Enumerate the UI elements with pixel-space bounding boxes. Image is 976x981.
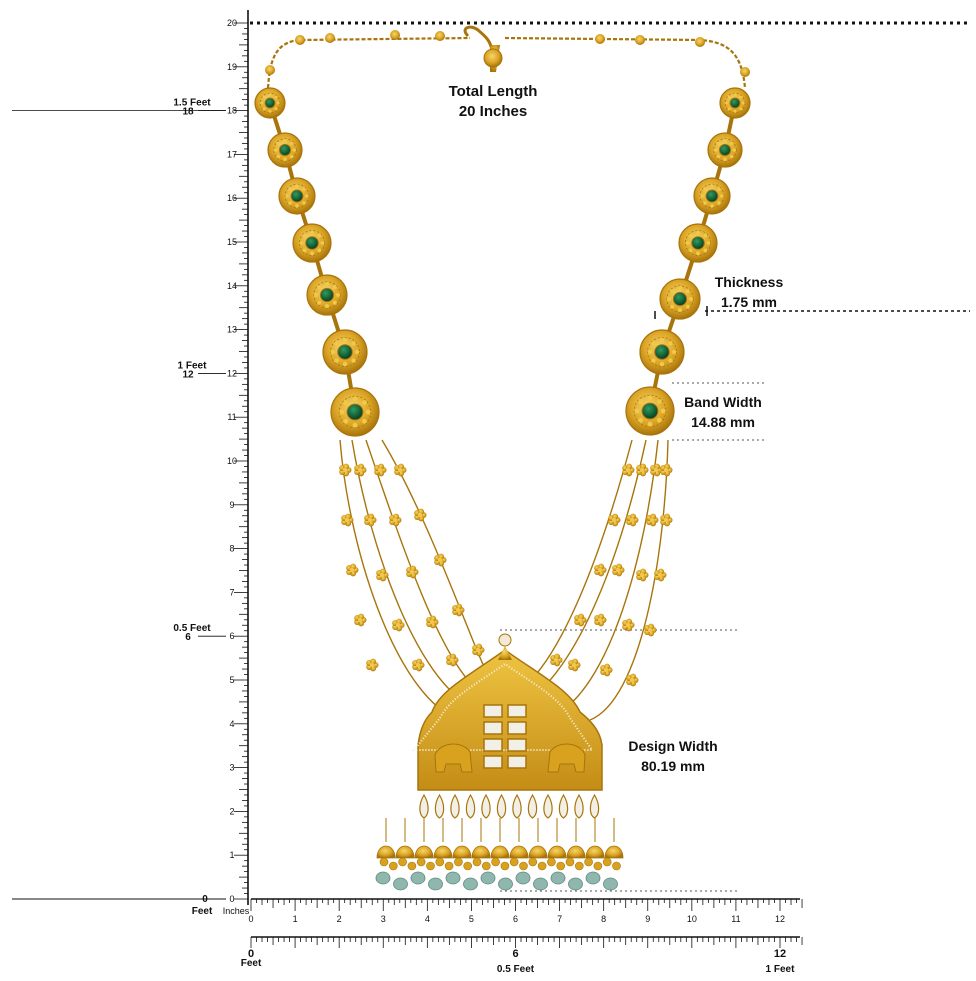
gold-bead-cluster (585, 858, 593, 866)
flower-bead (646, 514, 658, 527)
ghungroo-bell (472, 846, 490, 858)
left-inches-word: Inches (222, 906, 250, 916)
gold-bead-cluster (492, 858, 500, 866)
left-ruler-inch-label: 8 (229, 543, 235, 554)
left-ruler-inch-label: 3 (229, 762, 235, 773)
left-ruler-inch-label: 17 (226, 149, 238, 160)
flower-bead (650, 464, 662, 477)
left-ruler-inch-label: 1 (229, 850, 235, 861)
emerald-stone (655, 345, 670, 360)
pendant-top-pearl (499, 634, 511, 646)
thickness-label: Thickness 1.75 mm (714, 274, 784, 310)
left-ruler-inch-label: 19 (226, 61, 238, 72)
left-ruler-feet-value: 12 (182, 369, 194, 381)
kundan-teardrop (451, 795, 459, 818)
emerald-medallion (720, 88, 750, 118)
left-ruler-feet-value: 6 (185, 632, 191, 644)
aqua-drop-bead (551, 872, 565, 884)
flower-bead (626, 514, 638, 527)
flower-bead (394, 464, 406, 477)
flower-bead (594, 564, 606, 577)
bottom-feet-label: 6 (512, 948, 519, 960)
left-ruler-inch-label: 2 (229, 806, 235, 817)
gold-bead-cluster (529, 858, 537, 866)
bottom-half-foot: 0.5 Feet (496, 964, 535, 975)
emerald-medallion (293, 224, 331, 262)
kundan-stone (484, 722, 502, 734)
chain-flower-bead (740, 67, 750, 77)
left-ruler-inch-label: 0 (229, 894, 235, 904)
flower-bead (339, 464, 351, 477)
bottom-ruler-inch-label: 9 (645, 914, 651, 924)
kundan-stone (508, 756, 526, 768)
kundan-stone (508, 739, 526, 751)
left-feet-word: Feet (191, 906, 213, 917)
hook-clasp (465, 27, 492, 50)
emerald-medallion (323, 330, 367, 374)
bottom-ruler-inch-label: 3 (380, 914, 386, 924)
emerald-stone (642, 403, 658, 419)
gold-bead-cluster (436, 858, 444, 866)
ghungroo-bell (434, 846, 452, 858)
emerald-stone (730, 98, 740, 108)
gold-bead-cluster (557, 862, 565, 870)
flower-bead (364, 514, 376, 527)
kundan-teardrop (420, 795, 428, 818)
ghungroo-bell (548, 846, 566, 858)
emerald-medallion (255, 88, 285, 118)
flower-bead (626, 674, 638, 687)
gold-bead-cluster (445, 862, 453, 870)
emerald-medallion (279, 178, 315, 214)
kundan-teardrop (559, 795, 567, 818)
emerald-stone (719, 144, 730, 155)
emerald-stone (320, 288, 333, 301)
left-ruler-inch-label: 13 (226, 324, 238, 335)
flower-bead (574, 614, 586, 627)
emerald-stone (306, 237, 319, 250)
emerald-medallion (331, 388, 379, 436)
flower-bead (568, 659, 580, 672)
kundan-stone (508, 705, 526, 717)
chain-flower-bead (595, 34, 605, 44)
aqua-drop-bead (481, 872, 495, 884)
chain-flower-bead (295, 35, 305, 45)
clasp-charm-disc (484, 49, 502, 67)
flower-bead (660, 514, 672, 527)
aqua-drop-bead (516, 872, 530, 884)
ghungroo-bell (396, 846, 414, 858)
total-length-label: Total Length 20 Inches (448, 83, 538, 120)
left-ruler-inch-label: 6 (229, 631, 235, 642)
aqua-drop-bead (586, 872, 600, 884)
ghungroo-bell (491, 846, 509, 858)
gold-bead-cluster (501, 862, 509, 870)
left-ruler-inch-label: 20 (226, 18, 238, 28)
left-ruler-feet-label: 0.5 Feet (173, 623, 211, 635)
flower-bead (389, 514, 401, 527)
left-ruler-feet-label: 1 Feet (177, 360, 207, 372)
ghungroo-bell (453, 846, 471, 858)
left-ruler-inch-label: 5 (229, 675, 235, 685)
flower-bead (412, 659, 424, 672)
flower-bead (414, 509, 426, 522)
ghungroo-bell (415, 846, 433, 858)
left-ruler-feet-label: 1.5 Feet (173, 97, 211, 109)
kundan-teardrop (466, 795, 474, 818)
bottom-ruler-inch-label: 6 (512, 914, 519, 924)
chain-flower-bead (265, 65, 275, 75)
bottom-ruler-inch-label: 12 (774, 914, 786, 924)
aqua-drop-bead (394, 878, 408, 890)
left-ruler-inch-label: 4 (229, 718, 235, 729)
emerald-medallion (307, 275, 347, 315)
flower-bead (622, 619, 634, 632)
chain-flower-bead (635, 35, 645, 45)
flower-bead (612, 564, 624, 577)
gold-bead-cluster (613, 862, 621, 870)
gold-bead-cluster (566, 858, 574, 866)
aqua-drop-bead (534, 878, 548, 890)
flower-bead (354, 614, 366, 627)
emerald-stone (265, 98, 275, 108)
emerald-stone (706, 190, 718, 202)
flower-bead (376, 569, 388, 582)
bottom-ruler-inch-label: 7 (557, 914, 563, 924)
emerald-stone (338, 345, 353, 360)
left-ruler-inch-label: 18 (226, 105, 238, 116)
kundan-teardrop (590, 795, 598, 818)
left-ruler (12, 10, 250, 917)
emerald-stone (347, 404, 363, 420)
ghungroo-bell (586, 846, 604, 858)
emerald-medallion (708, 133, 742, 167)
bottom-ruler-inch-label: 0 (248, 914, 254, 924)
top-chain (268, 38, 745, 88)
kundan-teardrop (575, 795, 583, 818)
kundan-pendant (376, 634, 623, 890)
kundan-stone (484, 739, 502, 751)
emerald-medallion (679, 224, 717, 262)
chain-flower-bead (695, 37, 705, 47)
gold-bead-cluster (473, 858, 481, 866)
emerald-medallion (640, 330, 684, 374)
bottom-ruler-inch-label: 8 (601, 914, 607, 924)
flower-bead (594, 614, 606, 627)
kundan-stone (508, 722, 526, 734)
left-ruler-inch-label: 15 (226, 237, 238, 247)
gold-bead-cluster (575, 862, 583, 870)
aqua-drop-bead (499, 878, 513, 890)
left-ruler-inch-label: 12 (226, 368, 238, 379)
ghungroo-bell (529, 846, 547, 858)
kundan-teardrop (497, 795, 505, 818)
flower-bead (550, 654, 562, 667)
kundan-teardrop (513, 795, 521, 818)
left-ruler-inch-label: 7 (229, 587, 235, 598)
left-ruler-feet-zero: 0 (202, 894, 208, 905)
flower-bead (622, 464, 634, 477)
left-ruler-inch-label: 9 (229, 499, 235, 510)
left-ruler-inch-label: 10 (226, 456, 238, 466)
gold-bead-cluster (538, 862, 546, 870)
flower-bead (472, 644, 484, 657)
kundan-stone (484, 756, 502, 768)
chain-flower-bead (325, 33, 335, 43)
emerald-stone (279, 144, 290, 155)
kundan-teardrop (435, 795, 443, 818)
left-ruler-inch-label: 16 (226, 193, 238, 204)
left-ruler-inch-label: 11 (227, 412, 237, 423)
gold-bead-cluster (482, 862, 490, 870)
aqua-drop-bead (569, 878, 583, 890)
gold-bead-cluster (603, 858, 611, 866)
band-width-label: Band Width 14.88 mm (684, 394, 762, 430)
bottom-feet-label: 0 (247, 948, 255, 960)
gold-bead-cluster (408, 862, 416, 870)
bottom-feet-label: 12 (773, 948, 787, 960)
left-ruler-feet-value: 18 (182, 106, 194, 118)
emerald-stone (692, 237, 705, 250)
bottom-feet-word: Feet (240, 958, 262, 969)
aqua-drop-bead (446, 872, 460, 884)
flower-bead (636, 464, 648, 477)
chain-flower-bead (435, 31, 445, 41)
ghungroo-bell (510, 846, 528, 858)
gold-bead-cluster (520, 862, 528, 870)
flower-bead (654, 569, 666, 582)
bottom-ruler-inch-label: 1 (292, 914, 298, 924)
gold-bead-cluster (417, 858, 425, 866)
flower-bead (406, 566, 418, 579)
kundan-teardrop (544, 795, 552, 818)
bead-strand (340, 440, 460, 720)
flower-bead (346, 564, 358, 577)
flower-bead (354, 464, 366, 477)
flower-bead (600, 664, 612, 677)
flower-bead (366, 659, 378, 672)
emerald-medallion (694, 178, 730, 214)
flower-bead (374, 464, 386, 477)
emerald-medallion (268, 133, 302, 167)
bottom-ruler-inch-label: 5 (468, 914, 474, 924)
aqua-drop-bead (604, 878, 618, 890)
flower-bead (608, 514, 620, 527)
gold-bead-cluster (594, 862, 602, 870)
bead-strand (530, 440, 646, 700)
flower-bead (644, 624, 656, 637)
bottom-ruler-inch-label: 11 (731, 914, 741, 924)
emerald-medallion (626, 387, 674, 435)
gold-bead-cluster (510, 858, 518, 866)
emerald-stone (673, 292, 686, 305)
chain-flower-bead (390, 30, 400, 40)
gold-bead-cluster (399, 858, 407, 866)
flower-bead (392, 619, 404, 632)
kundan-stone (484, 705, 502, 717)
aqua-drop-bead (429, 878, 443, 890)
bottom-ruler-inch-label: 2 (336, 914, 342, 924)
flower-bead (636, 569, 648, 582)
gold-bead-cluster (389, 862, 397, 870)
gold-bead-cluster (454, 858, 462, 866)
bottom-ruler-inch-label: 10 (686, 914, 697, 924)
kundan-teardrop (482, 795, 490, 818)
aqua-drop-bead (464, 878, 478, 890)
aqua-drop-bead (411, 872, 425, 884)
flower-bead (434, 554, 446, 567)
kundan-teardrop (528, 795, 536, 818)
gold-bead-cluster (380, 858, 388, 866)
ghungroo-bell (605, 846, 623, 858)
ghungroo-bell (377, 846, 395, 858)
gold-bead-cluster (427, 862, 435, 870)
bottom-ruler-inch-label: 4 (424, 914, 430, 924)
flower-bead (660, 464, 672, 477)
gold-bead-cluster (547, 858, 555, 866)
bottom-ruler (241, 899, 802, 975)
left-ruler-inch-label: 14 (226, 280, 238, 291)
emerald-stone (291, 190, 303, 202)
ghungroo-bell (567, 846, 585, 858)
bottom-one-foot: 1 Feet (765, 964, 795, 975)
design-width-label: Design Width 80.19 mm (628, 738, 718, 774)
gold-bead-cluster (464, 862, 472, 870)
aqua-drop-bead (376, 872, 390, 884)
